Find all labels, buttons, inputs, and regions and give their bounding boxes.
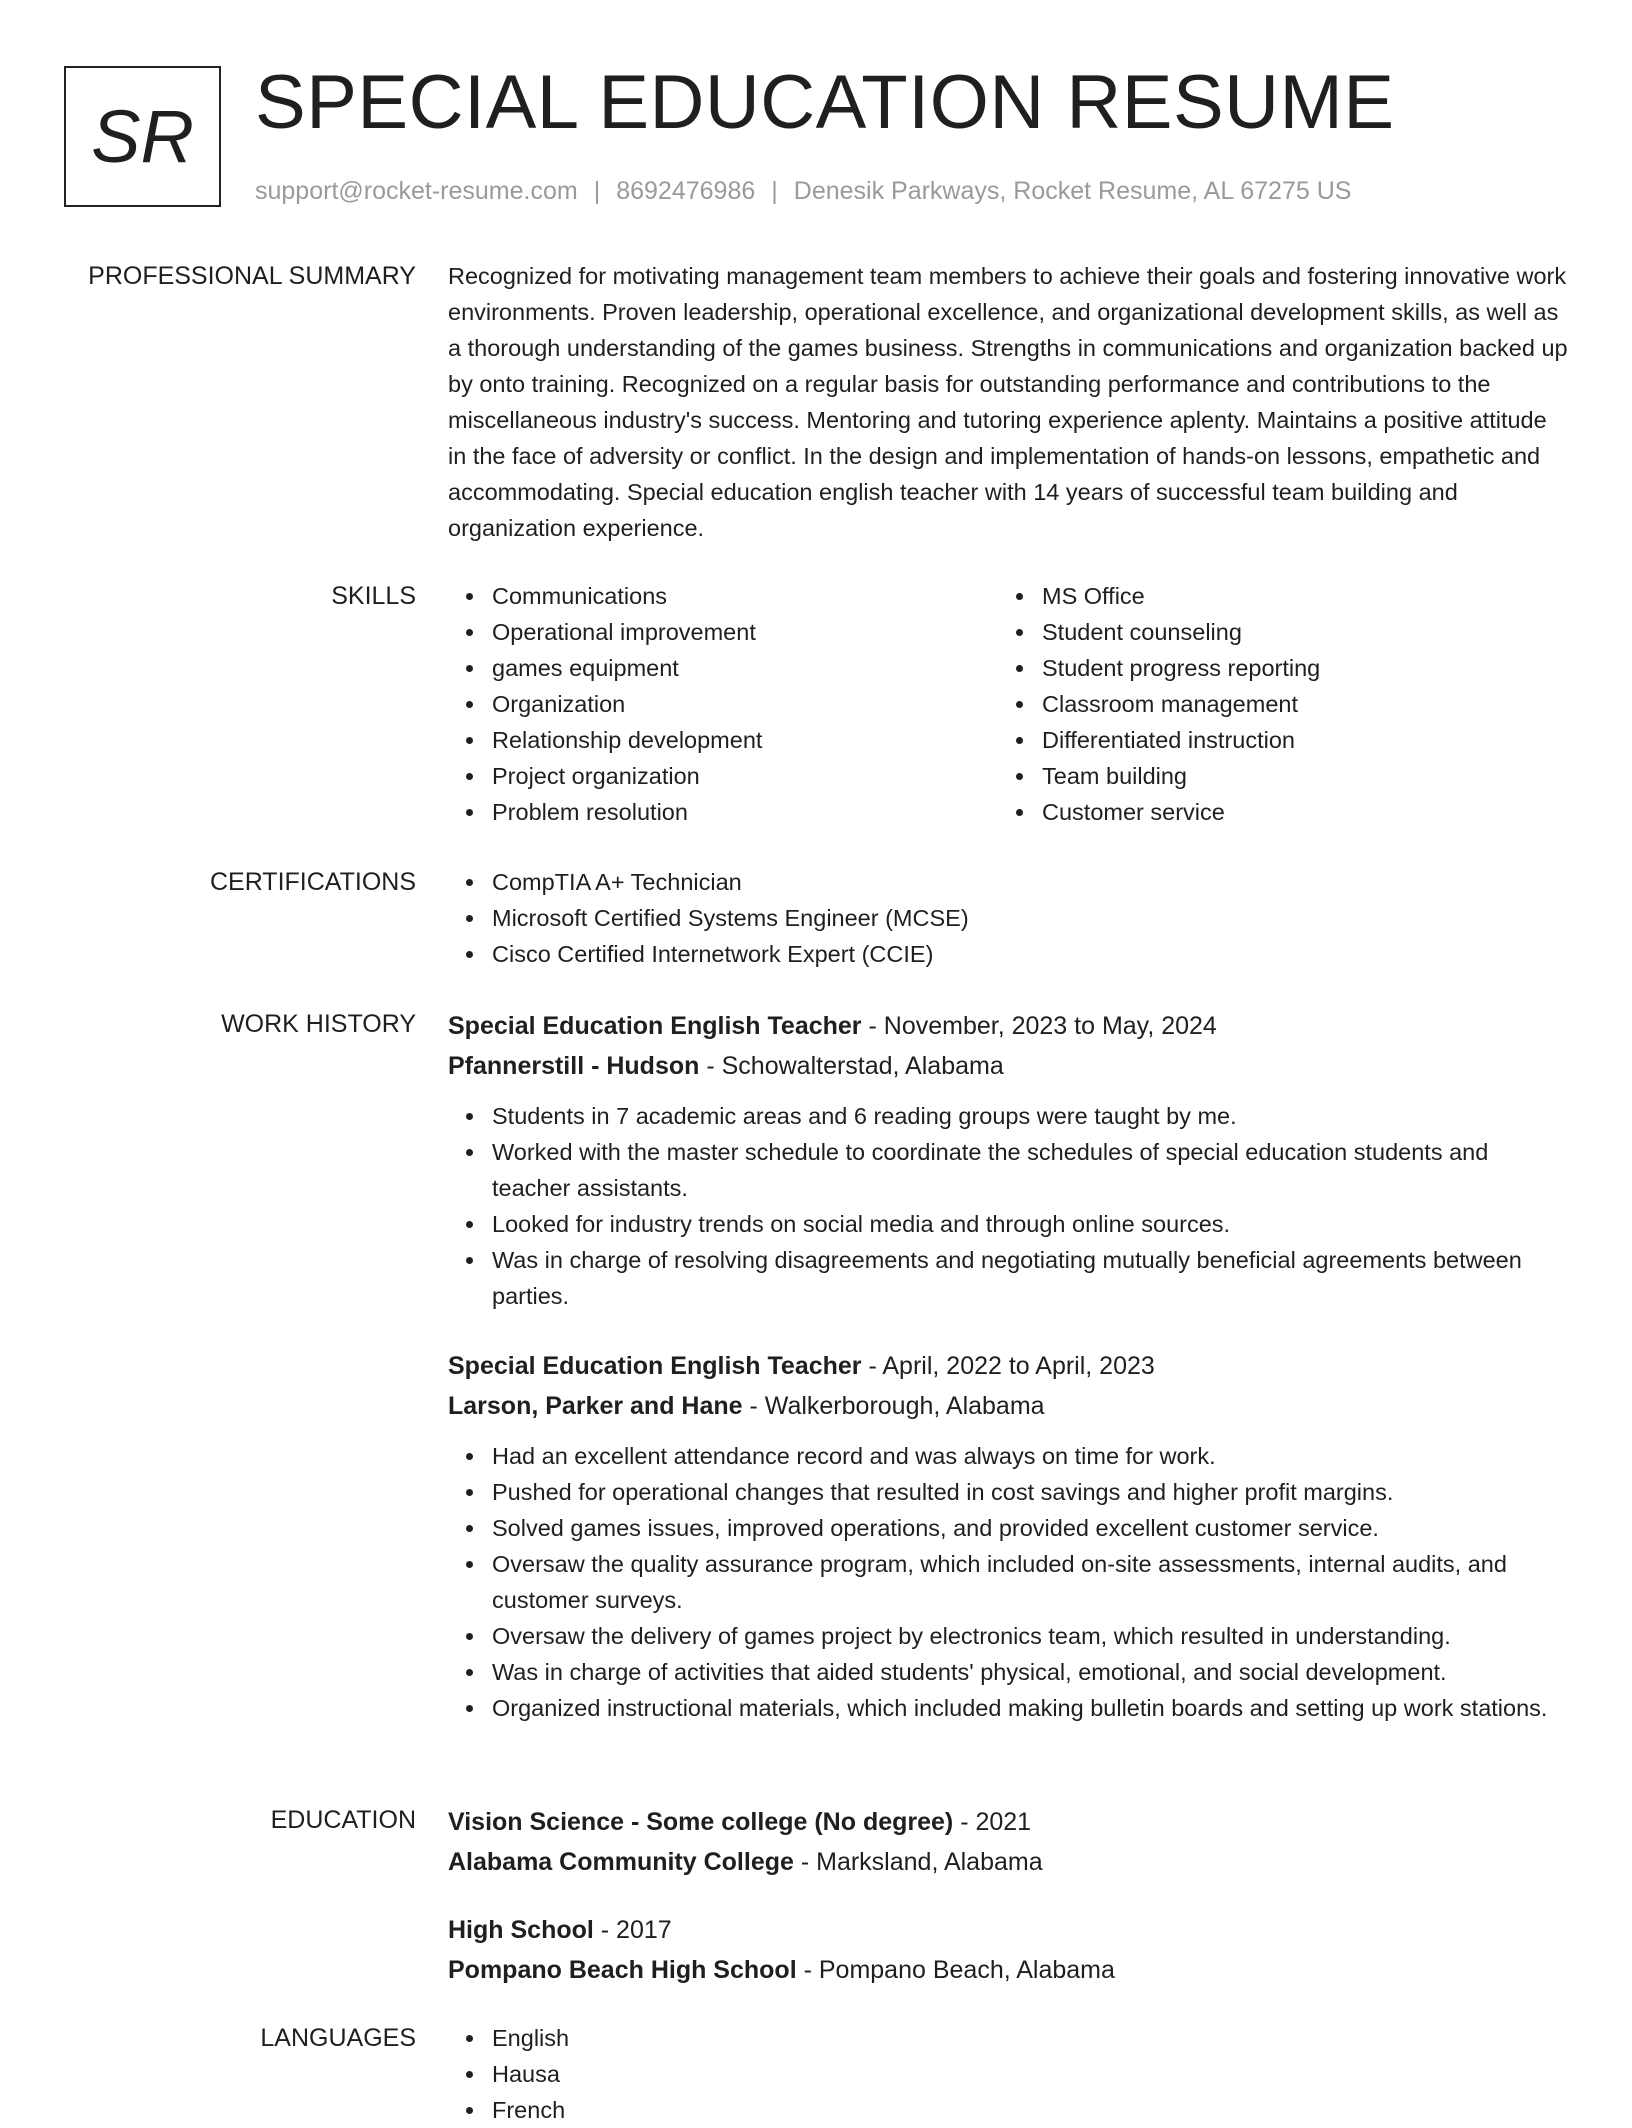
skill-item: Student counseling: [1042, 614, 1548, 650]
section-label: PROFESSIONAL SUMMARY: [88, 262, 416, 290]
skill-item: Differentiated instruction: [1042, 722, 1548, 758]
job-title: Special Education English Teacher: [448, 1352, 862, 1380]
job-duty: Had an excellent attendance record and was always on time for work.: [492, 1438, 1568, 1474]
skills-list-left: [448, 578, 998, 830]
job-company: Larson, Parker and Hane: [448, 1392, 743, 1420]
skill-item: Communications: [492, 578, 998, 614]
certification-item: Cisco Certified Internetwork Expert (CCIE): [492, 936, 1568, 972]
skill-item: Team building: [1042, 758, 1548, 794]
skill-item: Customer service: [1042, 794, 1548, 830]
language-item: Hausa: [492, 2056, 1568, 2092]
resume-title: SPECIAL EDUCATION RESUME: [255, 60, 1395, 145]
skills-list-right: [998, 578, 1548, 830]
job-duty: Pushed for operational changes that resulted in cost savings and higher profit margins.: [492, 1474, 1568, 1510]
education-entry: [448, 1910, 1568, 1990]
school-location: - Marksland, Alabama: [793, 1848, 1043, 1876]
job-duty: Students in 7 academic areas and 6 reading groups were taught by me.: [492, 1098, 1568, 1134]
contact-separator: |: [771, 177, 778, 205]
job-location: - Walkerborough, Alabama: [742, 1392, 1045, 1420]
skill-item: Classroom management: [1042, 686, 1548, 722]
section-label: SKILLS: [331, 582, 416, 610]
job-title: Special Education English Teacher: [448, 1012, 862, 1040]
monogram-badge: SR: [64, 66, 221, 207]
job-duty: Oversaw the delivery of games project by electronics team, which resulted in understanding.: [492, 1618, 1568, 1654]
school-name: Alabama Community College: [448, 1848, 794, 1876]
job-duty: Was in charge of activities that aided students' physical, emotional, and social development.: [492, 1654, 1568, 1690]
section-label: WORK HISTORY: [221, 1010, 416, 1038]
graduation-year: - 2021: [953, 1808, 1032, 1836]
job-dates: - November, 2023 to May, 2024: [861, 1012, 1217, 1040]
job-company: Pfannerstill - Hudson: [448, 1052, 700, 1080]
skill-item: games equipment: [492, 650, 998, 686]
job-duty: Solved games issues, improved operations, and provided excellent customer service.: [492, 1510, 1568, 1546]
skill-item: Problem resolution: [492, 794, 998, 830]
job-duty: Worked with the master schedule to coordinate the schedules of special education students and teacher assistants.: [492, 1134, 1568, 1206]
degree: Vision Science - Some college (No degree): [448, 1808, 954, 1836]
school-name: Pompano Beach High School: [448, 1956, 797, 1984]
contact-line: [255, 176, 1351, 206]
degree: High School: [448, 1916, 594, 1944]
summary-text: Recognized for motivating management team members to achieve their goals and fostering innovative work environments. Proven leadership, operational excellence, and organizational development skills, as well as a thorough understanding of the games business. Strengths in communications and organization backed up by onto training. Recognized on a regular basis for outstanding performance and contributions to the miscellaneous industry's success. Mentoring and tutoring experience aplenty. Maintains a positive attitude in the face of adversity or conflict. In the design and implementation of hands-on lessons, empathetic and accommodating. Special education english teacher with 14 years of successful team building and organization experience.: [448, 263, 1568, 541]
skill-item: Organization: [492, 686, 998, 722]
contact-address: Denesik Parkways, Rocket Resume, AL 67275 US: [793, 177, 1352, 205]
education-entry: [448, 1802, 1568, 1882]
job-duty: Was in charge of resolving disagreements and negotiating mutually beneficial agreements between parties.: [492, 1242, 1568, 1314]
job-entry: [448, 1006, 1568, 1314]
contact-email: support@rocket-resume.com: [255, 177, 578, 205]
job-duties-list: [448, 1438, 1568, 1726]
school-location: - Pompano Beach, Alabama: [796, 1956, 1115, 1984]
contact-phone: 8692476986: [616, 177, 756, 205]
job-dates: - April, 2022 to April, 2023: [861, 1352, 1155, 1380]
skill-item: Student progress reporting: [1042, 650, 1548, 686]
skill-item: MS Office: [1042, 578, 1548, 614]
skill-item: Operational improvement: [492, 614, 998, 650]
section-label: LANGUAGES: [260, 2024, 416, 2052]
language-item: English: [492, 2020, 1568, 2056]
certification-item: CompTIA A+ Technician: [492, 864, 1568, 900]
certifications-list: [448, 864, 1568, 972]
job-duties-list: [448, 1098, 1568, 1314]
job-duty: Oversaw the quality assurance program, which included on-site assessments, internal audits, and customer surveys.: [492, 1546, 1568, 1618]
skill-item: Project organization: [492, 758, 998, 794]
job-entry: [448, 1346, 1568, 1726]
language-item: French: [492, 2092, 1568, 2128]
section-label: CERTIFICATIONS: [209, 868, 416, 896]
job-duty: Looked for industry trends on social media and through online sources.: [492, 1206, 1568, 1242]
certification-item: Microsoft Certified Systems Engineer (MCSE): [492, 900, 1568, 936]
skill-item: Relationship development: [492, 722, 998, 758]
section-label: EDUCATION: [270, 1806, 416, 1834]
job-location: - Schowalterstad, Alabama: [699, 1052, 1004, 1080]
contact-separator: |: [593, 177, 601, 205]
job-duty: Organized instructional materials, which included making bulletin boards and setting up work stations.: [492, 1690, 1568, 1726]
graduation-year: - 2017: [593, 1916, 672, 1944]
